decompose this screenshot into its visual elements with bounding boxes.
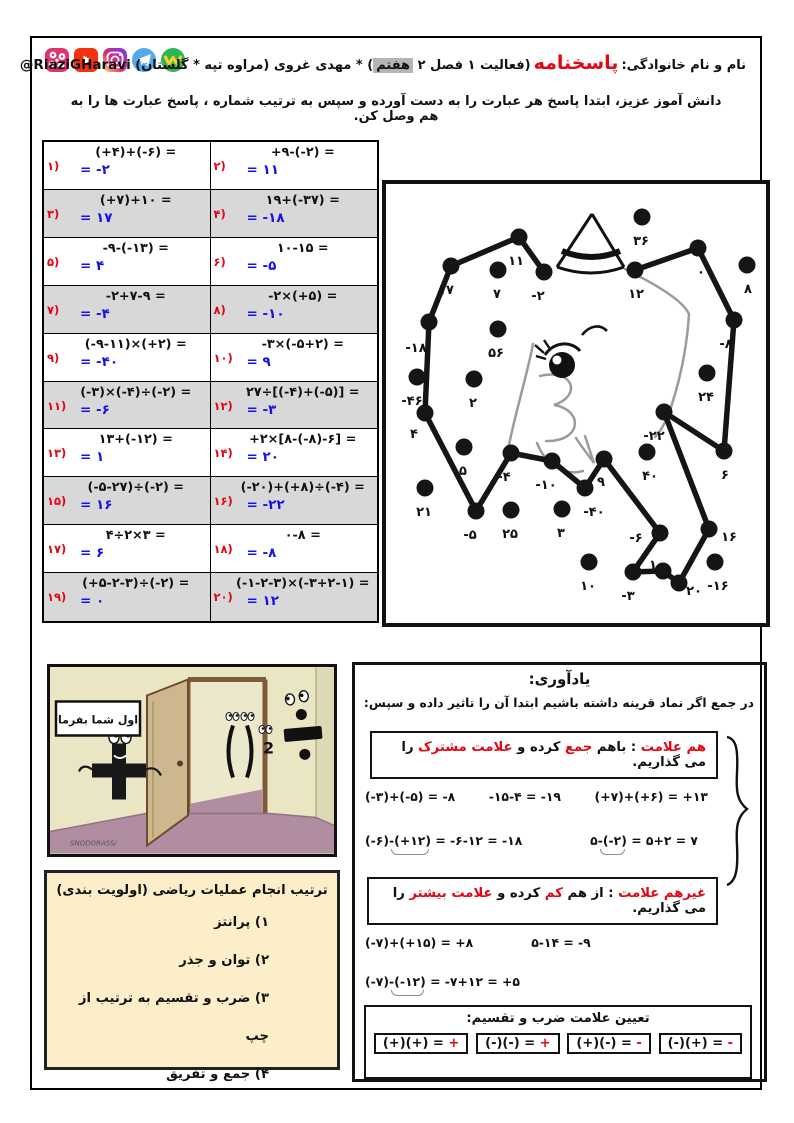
problem-number: ۱۶) (213, 494, 233, 509)
text-part: (+۷)+(+۶) = +۱۳ (594, 789, 708, 804)
problem-number: ۳) (47, 206, 60, 221)
text-part: -(-۲) (597, 833, 627, 848)
puzzle-dot (701, 521, 718, 538)
sign-rules-row (366, 1033, 750, 1054)
problem-cell (44, 334, 211, 382)
puzzle-dot-label: ۴۰ (642, 469, 658, 484)
puzzle-dot-label: ۷ (493, 287, 501, 302)
different-sign-examples-row1 (365, 935, 591, 950)
problem-answer: = -۵ (246, 257, 277, 274)
puzzle-dot (652, 525, 669, 542)
problem-expression: (-۳)×(-۴)÷(-۲) = (80, 384, 192, 400)
puzzle-dot (466, 371, 483, 388)
problem-number: ۸) (213, 302, 226, 317)
same-sign-examples-row2 (365, 833, 698, 848)
puzzle-dot (627, 262, 644, 279)
sign-rule-box (476, 1033, 559, 1054)
problem-number: ۱۹) (47, 590, 67, 605)
priority-items (47, 904, 337, 1094)
example-expression (590, 833, 698, 848)
puzzle-dot-label: ۸ (744, 282, 752, 297)
text-part: ۵-۱۴ = -۹ (531, 935, 591, 950)
problem-expression: ۱۰-۱۵ = (276, 240, 329, 256)
problem-cell (211, 334, 378, 382)
problem-cell (211, 429, 378, 477)
puzzle-dot (456, 439, 473, 456)
cartoon-drawing (50, 667, 334, 854)
text-part: را می گذاریم. (392, 886, 706, 916)
door-knob (177, 761, 183, 767)
puzzle-dot (671, 575, 688, 592)
instruction-text: دانش آموز عزیز، ابتدا پاسخ هر عبارت را به دست آورده و سپس به ترتیب شماره ، پاسخ عبارت ها را به هم وصل کن. (70, 94, 722, 124)
problem-cell (44, 238, 211, 286)
puzzle-dot-label: ۰ (697, 265, 705, 280)
puzzle-dot (726, 312, 743, 329)
text-part: : از هم (562, 886, 619, 901)
text-part: -(+۱۲) (389, 833, 432, 848)
example-expression (489, 789, 561, 804)
problem-expression: ۲۷÷[(-۴)+(-۵)] = (245, 384, 360, 400)
text-part: را می گذاریم. (401, 740, 706, 770)
text-part: (-۶) (365, 833, 390, 848)
problem-number: ۱۷) (47, 542, 67, 557)
puzzle-dot (639, 444, 656, 461)
puzzle-dot-label: -۱۶ (707, 579, 729, 594)
problem-answer: = ۱۷ (80, 209, 113, 226)
sign-rule-box (567, 1033, 650, 1054)
problem-cell (44, 142, 211, 190)
same-sign-rule-box (370, 731, 718, 779)
puzzle-dot-label: -۴۶ (401, 394, 423, 409)
elephant-dots-drawing (386, 184, 766, 623)
problem-answer: = ۱ (80, 449, 105, 466)
problem-cell (44, 382, 211, 430)
problem-answer: = ۱۶ (80, 497, 113, 514)
puzzle-dot (490, 321, 507, 338)
problem-number: ۱۸) (213, 542, 233, 557)
puzzle-dot-label: -۱۰ (535, 478, 557, 493)
puzzle-dot-label: ۲۱ (416, 505, 432, 520)
name-label: نام و نام خانوادگی: (621, 58, 746, 73)
problem-expression: (+۴)+(-۶) = (95, 145, 177, 160)
problem-expression: (-۱-۲-۳)×(-۳+۲-۱) = (236, 576, 370, 592)
puzzle-dot (690, 240, 707, 257)
grouping-brace (723, 735, 751, 887)
puzzle-dot-label: ۱۰ (580, 579, 596, 594)
text-part: کرده و (492, 886, 545, 901)
problem-answer: = -۱۰ (246, 305, 285, 322)
problem-number: ۴) (213, 206, 226, 221)
puzzle-dot (554, 501, 571, 518)
puzzle-dot-label: ۱۷ (438, 283, 454, 298)
sign-determination-box (364, 1005, 752, 1079)
problem-answer: = -۴۰ (80, 353, 119, 370)
problem-expression: ۴÷۲×۳ = (105, 528, 166, 544)
puzzle-dot (625, 564, 642, 581)
puzzle-dot-label: ۳ (557, 526, 565, 541)
puzzle-dot (739, 257, 756, 274)
problem-cell (211, 525, 378, 573)
svg-text:2: 2 (263, 738, 275, 758)
problem-expression: -۲×(+۵) = (268, 288, 338, 304)
sign-rule-box (374, 1033, 468, 1054)
text-part: کم (544, 886, 563, 901)
text-part: : باهم (592, 740, 641, 755)
problem-expression: +۲×[۸-(-۸)-۶] = (249, 432, 357, 448)
problem-number: ۹) (47, 350, 60, 365)
text-part: -۱۵-۴ = -۱۹ (488, 789, 561, 804)
different-sign-rule-box (367, 877, 718, 925)
problem-expression: (-۵-۲۷)÷(-۲) = (87, 480, 184, 496)
puzzle-dot (511, 229, 528, 246)
problem-cell (211, 286, 378, 334)
problem-answer: = -۱۸ (246, 209, 285, 226)
text-part: ۵ (590, 833, 598, 848)
puzzle-dot (655, 563, 672, 580)
priority-title: ترتیب انجام عملیات ریاضی (اولویت بندی) (56, 883, 328, 898)
puzzle-dot (443, 258, 460, 275)
puzzle-dot-label: -۴ (497, 470, 511, 485)
puzzle-dot (656, 404, 673, 421)
same-sign-examples-row1 (365, 789, 708, 804)
reminder-title: یادآوری: (528, 670, 591, 688)
sign-rule-box (659, 1033, 742, 1054)
problem-cell (211, 477, 378, 525)
problem-expression: ۰-۸ = (284, 528, 321, 544)
problem-answer: = -۸ (246, 545, 277, 562)
puzzle-dot (581, 554, 598, 571)
page-frame (19, 36, 762, 1090)
speech-text: اول شما بفرما (58, 713, 138, 727)
puzzle-dot-label: ۵ (459, 464, 467, 479)
puzzle-dot (468, 503, 485, 520)
problem-number: ۱۵) (47, 494, 67, 509)
problem-answer: = -۶ (80, 401, 110, 418)
example-expression (365, 833, 522, 848)
problem-expression: -۹-(-۱۳) = (102, 240, 169, 256)
puzzle-dot (544, 453, 561, 470)
puzzle-dot-label: -۱۸ (405, 341, 427, 356)
problem-number: ۱۰) (213, 350, 233, 365)
puzzle-dot (634, 209, 651, 226)
party-hat-art (557, 214, 624, 273)
priority-item: ۱) پرانتز (214, 915, 269, 930)
problem-cell (44, 477, 211, 525)
problem-answer: = ۱۲ (246, 593, 279, 610)
problem-answer: = ۱۱ (246, 162, 279, 178)
grade-highlight: هفتم (373, 58, 413, 73)
text-part: (-۳)+(-۵) = -۸ (365, 789, 456, 804)
order-of-operations-box (44, 870, 340, 1082)
puzzle-dot-label: -۲۲ (643, 429, 665, 444)
puzzle-dot (503, 445, 520, 462)
text-part: = -۷+۱۲ = +۵ (425, 974, 520, 989)
puzzle-dot-label: -۸ (719, 337, 733, 352)
example-expression (365, 789, 455, 804)
puzzle-dot (417, 480, 434, 497)
problem-expression: ۱۹+(-۳۷) = (265, 192, 340, 208)
problem-answer: = ۰ (80, 593, 105, 610)
problem-answer: = ۶ (80, 545, 105, 562)
problem-cell (44, 190, 211, 238)
problem-number: ۲) (213, 159, 226, 173)
text-part: هم علامت (640, 740, 706, 755)
problem-cell (211, 573, 378, 621)
problem-number: ۱۴) (213, 446, 233, 461)
problem-answer: = ۴ (80, 257, 105, 274)
sign-rule-result: + (539, 1036, 551, 1051)
text-part: جمع (564, 740, 593, 755)
sign-box-title: تعیین علامت ضرب و تقسیم: (466, 1011, 650, 1026)
connect-dots-puzzle (382, 180, 770, 627)
elephant-eye-art (535, 326, 607, 378)
different-sign-examples-row2 (365, 974, 520, 989)
problem-answer: = -۲ (80, 162, 110, 178)
problem-cell (211, 382, 378, 430)
puzzle-dot (699, 365, 716, 382)
puzzle-dot-label: ۲۵ (502, 527, 518, 542)
puzzle-dot-label: -۴۰ (583, 505, 605, 520)
problems-table (42, 140, 379, 623)
problem-number: ۷) (47, 302, 60, 317)
text-part: (-۷)+(+۱۵) = +۸ (365, 935, 474, 950)
puzzle-dot-label: ۹ (597, 475, 605, 490)
problem-number: ۵) (47, 254, 60, 269)
problem-cell (44, 525, 211, 573)
text-part: -(-۱۲) (389, 974, 426, 989)
text-part: کرده و (512, 740, 565, 755)
sign-rule-expression: (+)(-) = (576, 1036, 637, 1051)
text-part: غیرهم علامت (618, 886, 706, 901)
social-handle: @RiaziGHaravi (19, 57, 131, 73)
puzzle-dot (503, 502, 520, 519)
example-expression (531, 935, 591, 950)
puzzle-dot-label: ۱۱ (508, 254, 524, 269)
puzzle-dot-label: ۱۶ (721, 530, 737, 545)
puzzle-dot-label: ۲۰ (686, 584, 702, 599)
problem-answer: = -۴ (80, 305, 110, 322)
problem-cell (44, 573, 211, 621)
problem-expression: +۹-(-۲) = (270, 145, 335, 160)
text-part: (-۷) (365, 974, 390, 989)
problem-cell (44, 286, 211, 334)
problem-expression: -۳×(-۵+۲) = (261, 336, 344, 352)
problem-number: ۱۲) (213, 398, 233, 413)
author-info: ) * مهدی غروی (مراوه تپه * گلستان) (130, 58, 374, 73)
problem-cell (211, 142, 378, 190)
priority-item: ۲) توان و جذر (179, 953, 269, 968)
text-part: علامت مشترک (418, 740, 513, 755)
problem-expression: (-۲۰)+(+۸)÷(-۴) = (240, 480, 365, 496)
puzzle-dot-label: ۲ (469, 396, 477, 411)
worksheet-info: (فعالیت ۱ فصل ۲ (413, 58, 531, 73)
problem-answer: = -۲۲ (246, 497, 285, 514)
priority-item: ۳) ضرب و تقسیم به ترتیب از چپ (78, 991, 269, 1044)
sign-rule-expression: (-)(-) = (485, 1036, 540, 1051)
problem-number: ۱۱) (47, 398, 67, 413)
problem-cell (211, 238, 378, 286)
problem-cell (211, 190, 378, 238)
example-expression (365, 974, 520, 989)
speech-box (56, 702, 140, 736)
puzzle-dot-label: ۲۴ (698, 390, 714, 405)
puzzle-dot (577, 480, 594, 497)
sign-rule-result: - (636, 1036, 642, 1051)
priority-item: ۴) جمع و تفریق (166, 1067, 269, 1082)
math-cartoon (47, 664, 337, 857)
reminder-section (352, 662, 767, 1082)
problem-expression: -۲+۷-۹ = (105, 288, 166, 304)
problem-expression: (-۹-۱۱)×(+۲) = (84, 336, 187, 352)
puzzle-dot (421, 314, 438, 331)
problem-answer: = ۲۰ (246, 449, 279, 466)
puzzle-dot-label: -۶ (629, 531, 643, 546)
puzzle-dot-label: ۵۶ (488, 346, 504, 361)
puzzle-dot-label: ۱ (649, 558, 657, 573)
problem-expression: (+۷)+۱۰ = (99, 192, 172, 208)
text-part: = ۵+۲ = ۷ (626, 833, 698, 848)
puzzle-dot-label: ۳۶ (633, 234, 649, 249)
puzzle-dot-label: -۵ (463, 528, 477, 543)
problem-expression: (+۵-۲-۳)÷(-۲) = (82, 576, 190, 592)
puzzle-dot (536, 264, 553, 281)
example-expression (365, 935, 473, 950)
puzzle-dot-label: ۶ (721, 468, 729, 483)
puzzle-dot-label: -۲ (531, 289, 545, 304)
sign-rule-result: + (448, 1036, 460, 1051)
puzzle-dot (409, 369, 426, 386)
sheet-title: پاسخنامه (533, 52, 619, 74)
example-expression (595, 789, 708, 804)
problem-cell (44, 429, 211, 477)
problem-number: ۶) (213, 254, 226, 269)
sign-rule-result: - (727, 1036, 734, 1051)
reminder-intro: در جمع اگر نماد قرینه داشته باشیم ابتدا آن را تاثیر داده و سپس: (363, 696, 754, 710)
problem-number: ۱) (47, 159, 60, 173)
text-part: = -۶-۱۲ = -۱۸ (431, 833, 523, 848)
cartoon-signature: SNODGRASS/ (70, 839, 117, 848)
problem-number: ۱۳) (47, 446, 67, 461)
header-line (19, 52, 746, 74)
puzzle-dot (490, 262, 507, 279)
problem-answer: = ۹ (246, 353, 271, 370)
problem-expression: ۱۳+(-۱۲) = (98, 432, 173, 448)
problem-number: ۲۰) (213, 590, 233, 605)
problem-answer: = -۳ (246, 401, 277, 418)
sign-rule-expression: (-)(+) = (667, 1036, 728, 1051)
sign-rule-expression: (+)(+) = (382, 1036, 449, 1051)
puzzle-dot (707, 554, 724, 571)
puzzle-dot-label: -۳ (621, 589, 635, 604)
puzzle-dot (716, 443, 733, 460)
puzzle-dot-label: ۱۲ (628, 287, 644, 302)
puzzle-dot (596, 451, 613, 468)
puzzle-dot-label: ۴ (410, 427, 418, 442)
text-part: علامت بیشتر (409, 886, 493, 901)
